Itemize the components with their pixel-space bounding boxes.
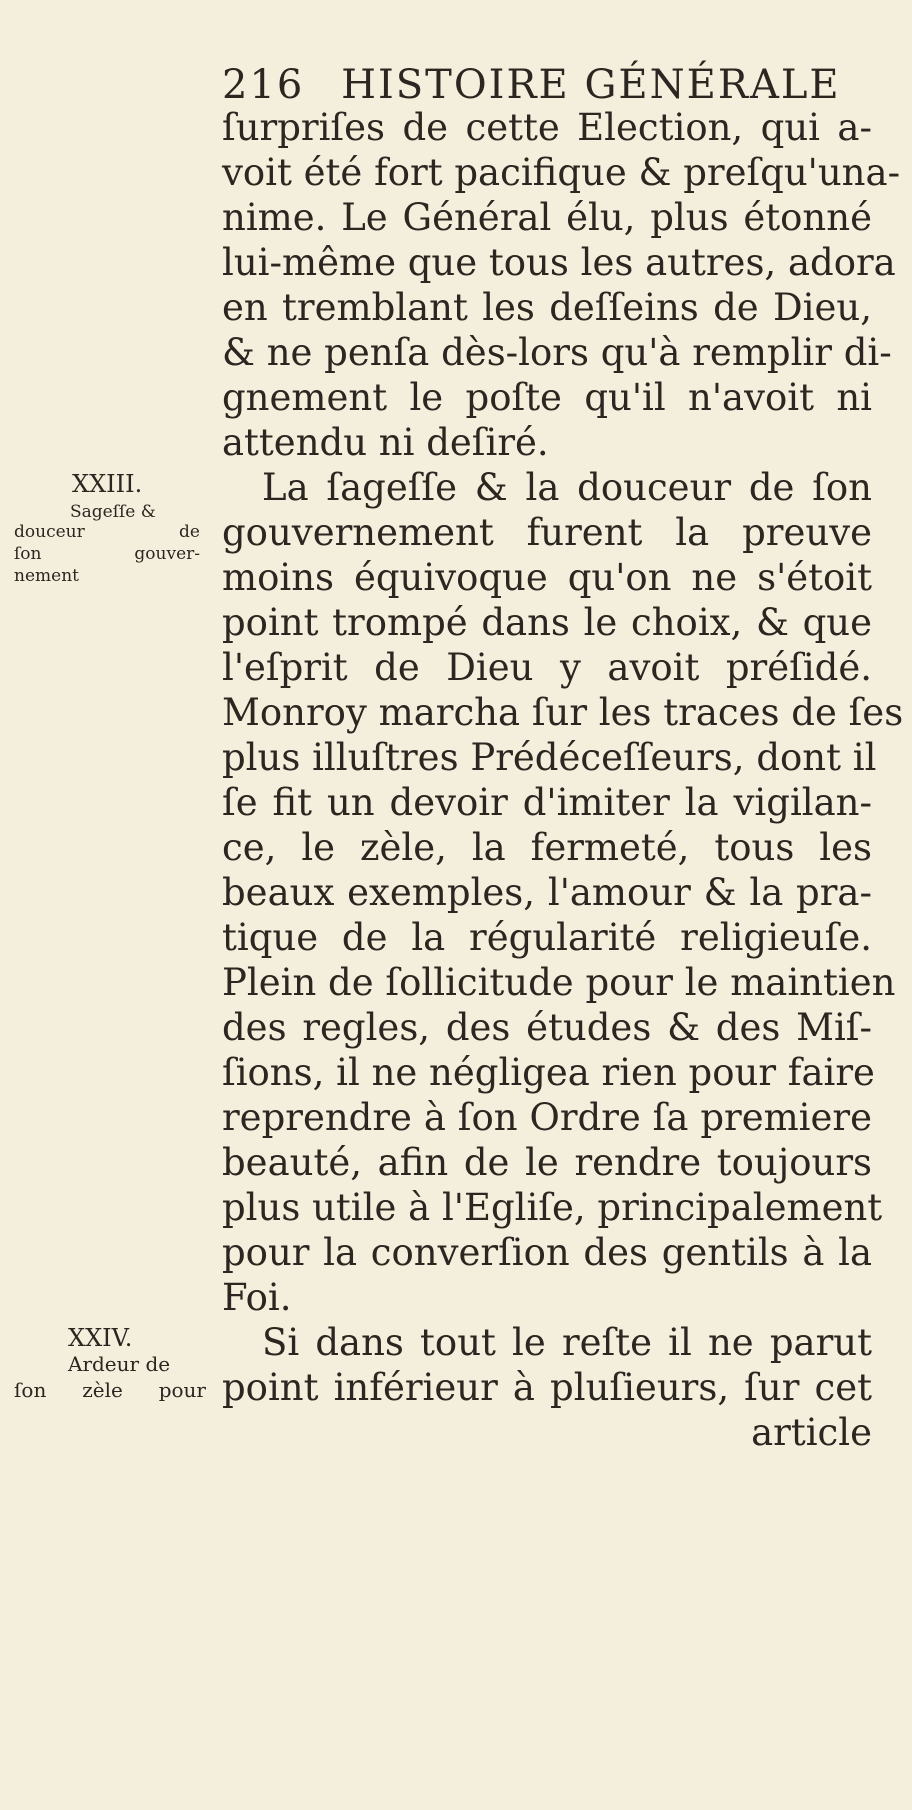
text-line: reprendre à ſon Ordre ſa premiere	[222, 1096, 872, 1139]
page-number: 216	[222, 62, 305, 108]
margin-note-line: Ardeur de	[68, 1352, 171, 1376]
text-line: Plein de ſollicitude pour le maintien	[222, 961, 896, 1004]
margin-note-line: douceur de	[14, 522, 200, 542]
text-line: point inférieur à pluſieurs, ſur cet	[222, 1366, 872, 1409]
text-line: plus illuſtres Prédéceſſeurs, dont il	[222, 736, 877, 779]
catchword: article	[751, 1411, 872, 1454]
text-line: des regles, des études & des Miſ-	[222, 1006, 872, 1049]
text-line: ſions, il ne négligea rien pour faire	[222, 1051, 875, 1094]
paragraph-first-line: La ſageſſe & la douceur de ſon	[262, 466, 872, 509]
margin-note-number: XXIV.	[68, 1324, 133, 1352]
text-line: ce, le zèle, la fermeté, tous les	[222, 826, 872, 869]
text-line: beauté, afin de le rendre toujours	[222, 1141, 872, 1184]
text-line: voit été fort pacifique & preſqu'una-	[222, 151, 901, 194]
text-line: beaux exemples, l'amour & la pra-	[222, 871, 872, 914]
margin-note-line: Sageſſe &	[70, 502, 156, 522]
text-line: gouvernement furent la preuve	[222, 511, 872, 554]
margin-note-line: ſon gouver-	[14, 544, 200, 564]
text-line: tique de la régularité religieuſe.	[222, 916, 872, 959]
running-title: HISTOIRE GÉNÉRALE	[341, 62, 841, 108]
margin-note-line: ſon zèle pour	[14, 1378, 206, 1402]
text-line: gnement le poſte qu'il n'avoit ni	[222, 376, 872, 419]
running-header	[222, 62, 841, 108]
text-line: & ne penſa dès-lors qu'à remplir di-	[222, 331, 892, 374]
text-line: en tremblant les deſſeins de Dieu,	[222, 286, 872, 329]
text-line: Monroy marcha ſur les traces de ſes	[222, 691, 904, 734]
text-line: point trompé dans le choix, & que	[222, 601, 872, 644]
margin-note-line: nement	[14, 566, 79, 586]
text-line: attendu ni deſiré.	[222, 421, 549, 464]
text-line: nime. Le Général élu, plus étonné	[222, 196, 872, 239]
text-line: l'eſprit de Dieu y avoit préſidé.	[222, 646, 872, 689]
text-line: Foi.	[222, 1276, 292, 1319]
text-line: ſe fit un devoir d'imiter la vigilan-	[222, 781, 872, 824]
margin-note-number: XXIII.	[72, 470, 143, 498]
text-line: plus utile à l'Egliſe, principalement	[222, 1186, 883, 1229]
text-line: ſurpriſes de cette Election, qui a-	[222, 106, 872, 149]
text-line: lui-même que tous les autres, adora	[222, 241, 896, 284]
text-line: pour la converſion des gentils à la	[222, 1231, 872, 1274]
paragraph-first-line: Si dans tout le reſte il ne parut	[262, 1321, 872, 1364]
text-line: moins équivoque qu'on ne s'étoit	[222, 556, 872, 599]
